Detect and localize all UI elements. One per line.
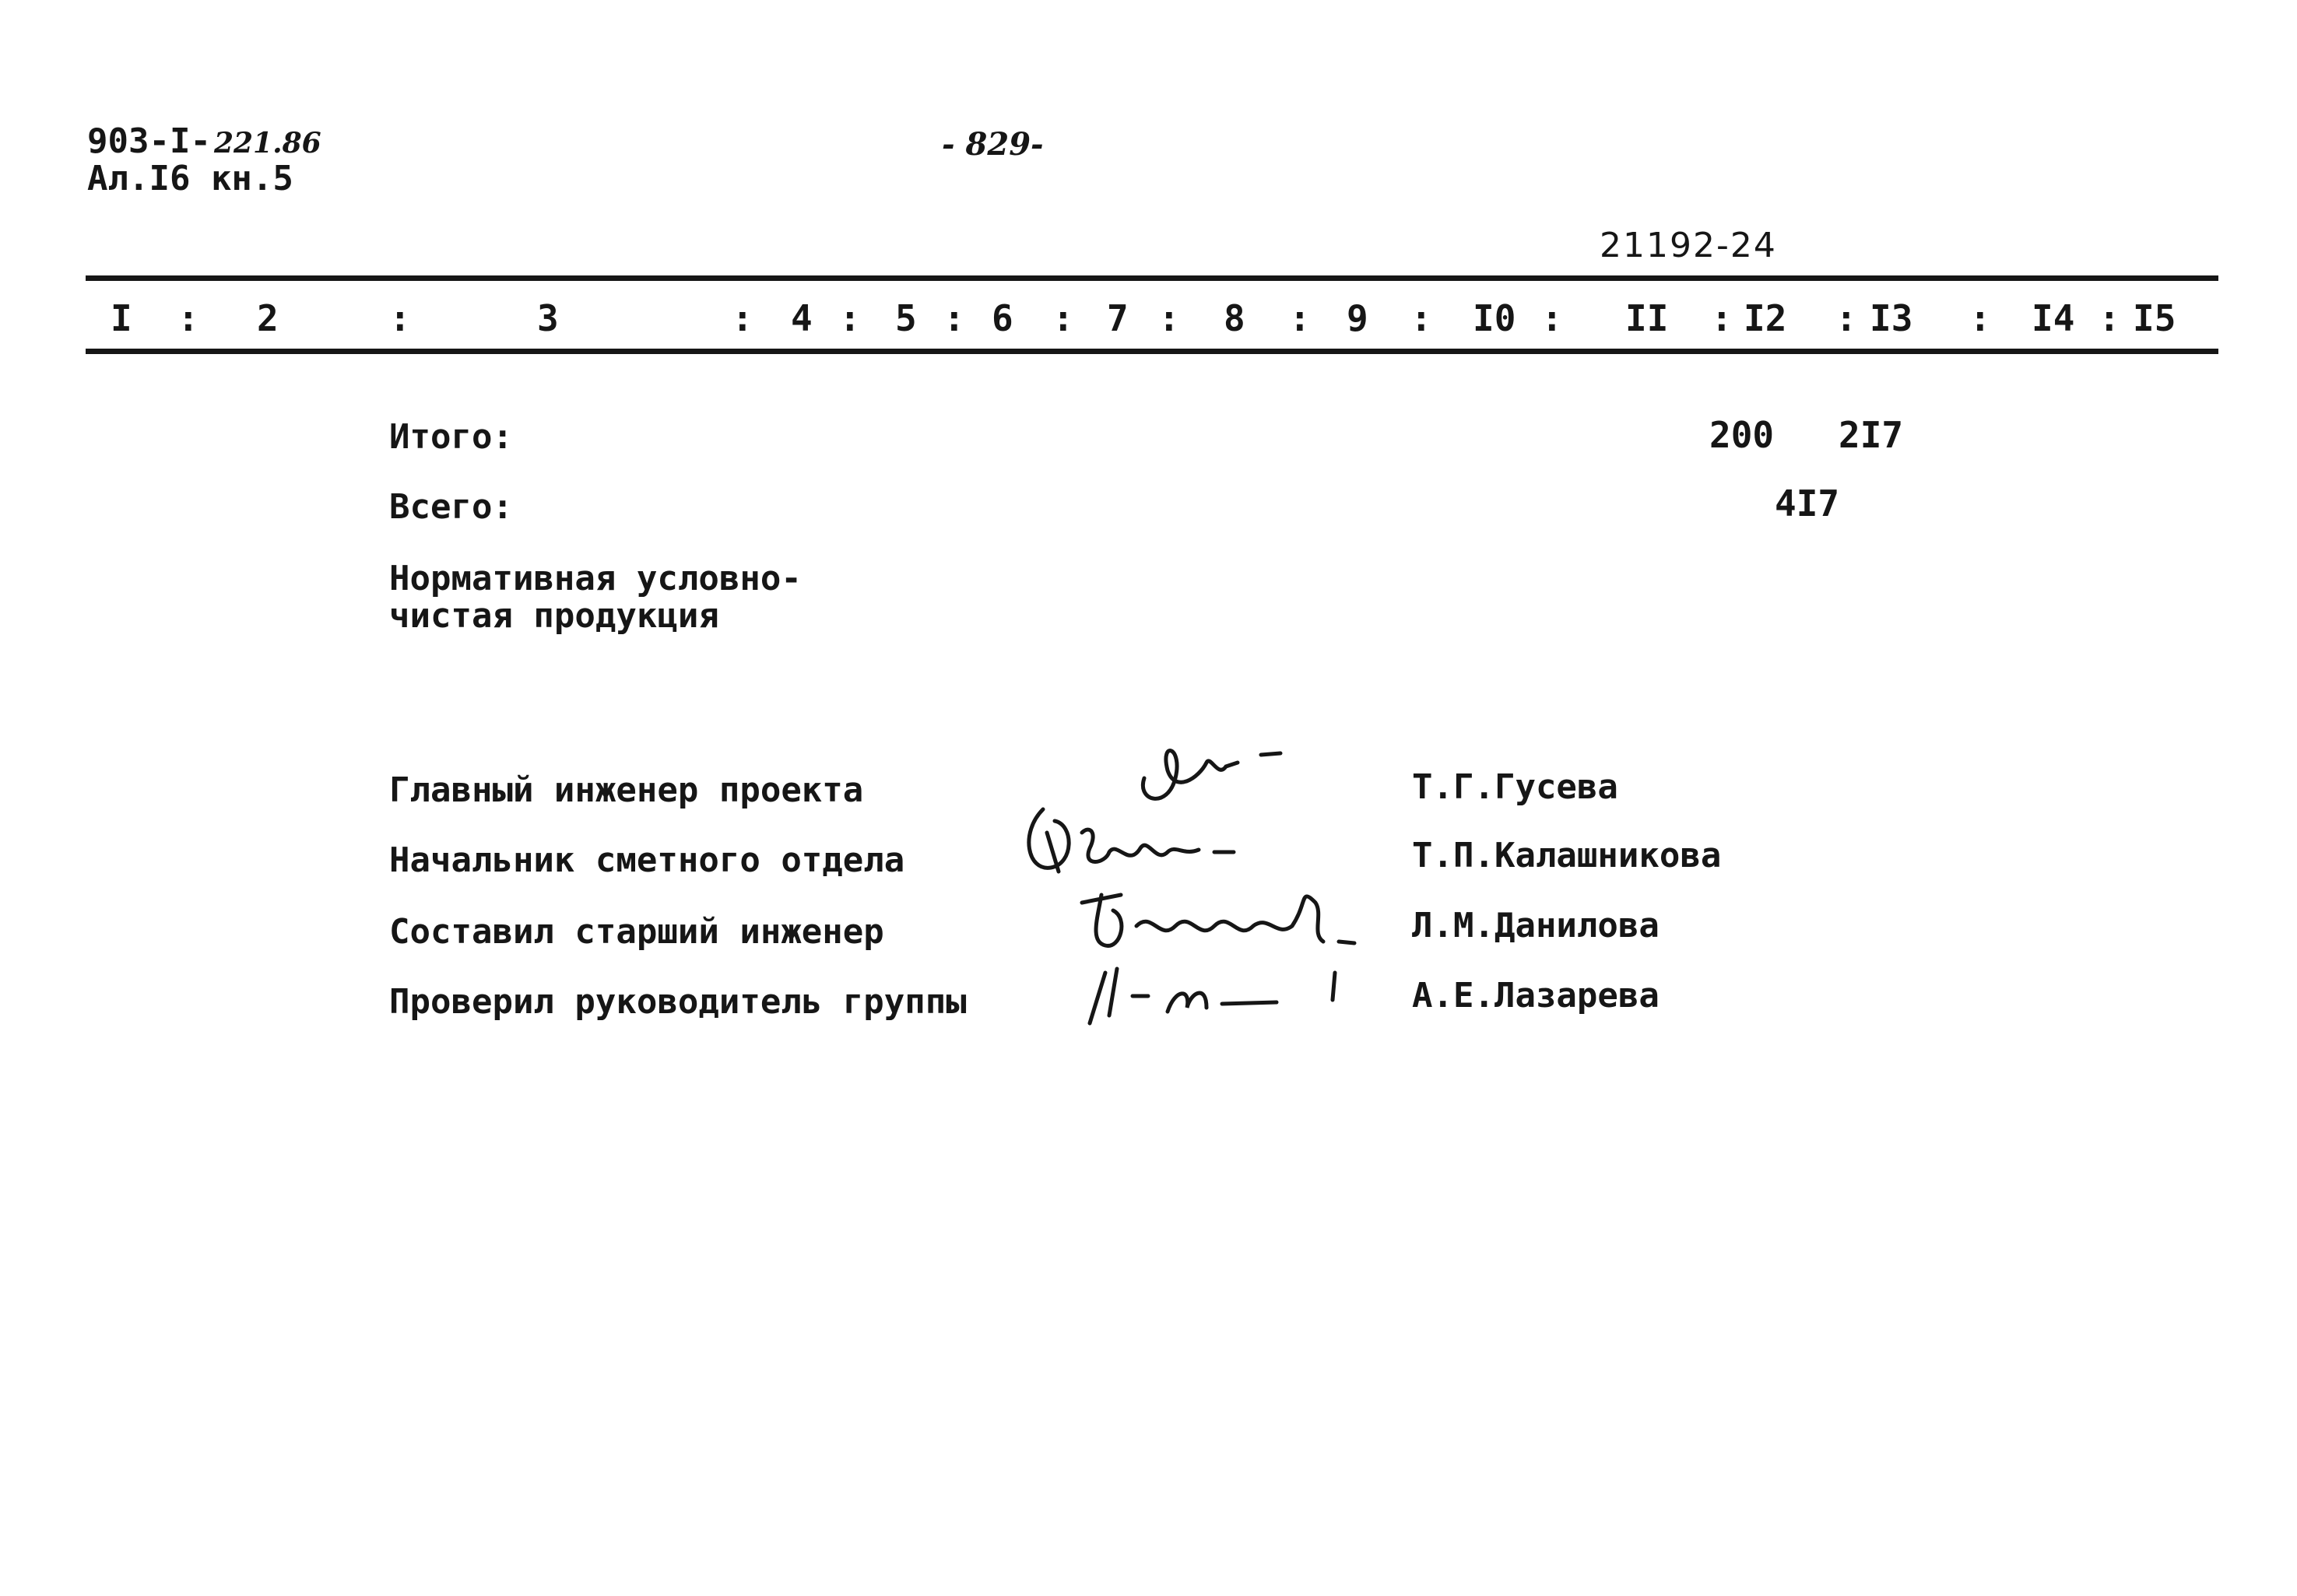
header-rule-bottom — [86, 349, 2218, 354]
column-separator: : — [732, 297, 753, 339]
column-number-1: I — [111, 297, 132, 339]
vsego-label: Всего: — [389, 487, 513, 527]
column-separator: : — [1541, 297, 1563, 339]
column-separator: : — [1835, 297, 1857, 339]
column-number-15: I5 — [2133, 297, 2176, 339]
signature-name-chief-engineer: Т.Г.Гусева — [1412, 767, 1618, 807]
vsego-value: 4I7 — [1775, 482, 1840, 524]
column-number-2: 2 — [257, 297, 279, 339]
column-separator: : — [1052, 297, 1074, 339]
column-separator: : — [839, 297, 861, 339]
column-separator: : — [1289, 297, 1311, 339]
signature-name-compiler: Л.М.Данилова — [1412, 906, 1660, 945]
column-number-14: I4 — [2032, 297, 2075, 339]
column-separator: : — [1410, 297, 1432, 339]
column-separator: : — [1711, 297, 1733, 339]
document-code — [87, 123, 321, 162]
signature-role-chief-engineer: Главный инженер проекта — [389, 770, 864, 810]
column-separator: : — [943, 297, 965, 339]
signature-role-estimate-head: Начальник сметного отдела — [389, 840, 905, 880]
column-number-8: 8 — [1224, 297, 1245, 339]
column-number-12: I2 — [1744, 297, 1787, 339]
product-label-line1: Нормативная условно- — [389, 559, 802, 598]
column-separator: : — [1969, 297, 1991, 339]
inventory-number: 21192-24 — [1600, 226, 1777, 265]
header-rule-top — [86, 275, 2218, 281]
itogo-col13-value: 2I7 — [1839, 414, 1904, 456]
column-number-3: 3 — [537, 297, 559, 339]
column-number-13: I3 — [1870, 297, 1913, 339]
itogo-col12-value: 200 — [1709, 414, 1775, 456]
column-number-9: 9 — [1347, 297, 1368, 339]
column-separator: : — [389, 297, 411, 339]
album-line: Ал.I6 кн.5 — [87, 159, 293, 198]
product-label-line2: чистая продукция — [389, 596, 719, 636]
signature-role-compiler: Составил старший инженер — [389, 912, 884, 952]
column-separator: : — [1158, 297, 1180, 339]
page-number: - 829- — [942, 126, 1044, 163]
signature-name-group-leader: А.Е.Лазарева — [1412, 976, 1660, 1015]
document-code-printed: 903-I- — [87, 121, 211, 161]
column-number-5: 5 — [895, 297, 917, 339]
column-number-6: 6 — [992, 297, 1013, 339]
column-separator: : — [177, 297, 199, 339]
column-number-7: 7 — [1107, 297, 1129, 339]
signature-role-group-leader: Проверил руководитель группы — [389, 982, 967, 1022]
column-number-4: 4 — [791, 297, 813, 339]
column-number-11: II — [1625, 297, 1669, 339]
document-code-handwritten: 221.86 — [213, 127, 321, 160]
itogo-label: Итого: — [389, 417, 513, 457]
column-number-10: I0 — [1473, 297, 1516, 339]
signature-name-estimate-head: Т.П.Калашникова — [1412, 836, 1722, 875]
signature-group-leader — [1074, 942, 1354, 1035]
column-separator: : — [2099, 297, 2120, 339]
